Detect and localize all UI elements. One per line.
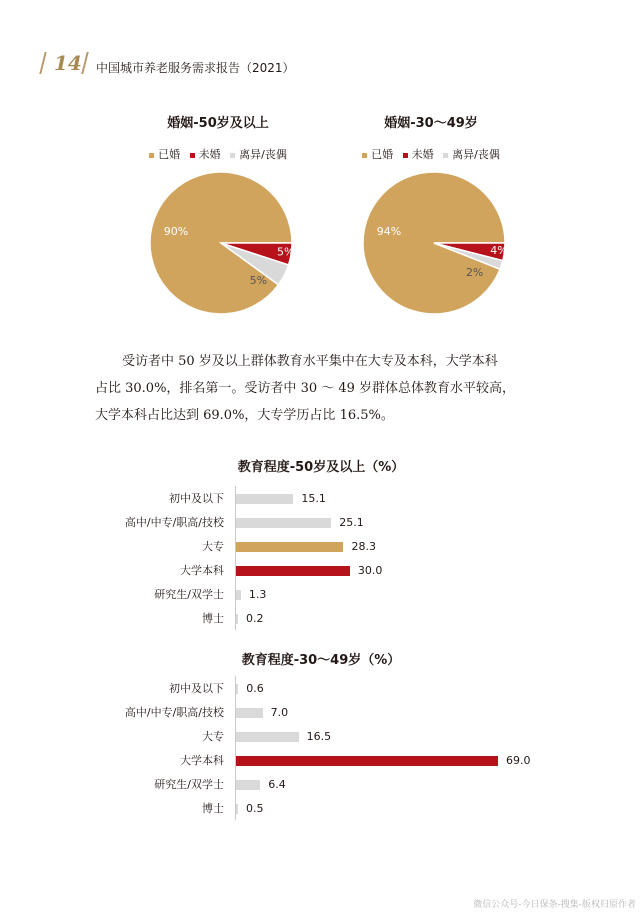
bar-value-label: 28.3 bbox=[351, 540, 376, 553]
bar-row bbox=[0, 588, 642, 602]
bar bbox=[236, 708, 263, 718]
bar-category-label: 大专 bbox=[202, 540, 224, 553]
bar-category-label: 博士 bbox=[202, 802, 224, 815]
bar-axis-line bbox=[235, 676, 236, 820]
bar-value-label: 16.5 bbox=[306, 730, 332, 743]
bar-category-label: 研究生/双学士 bbox=[154, 778, 224, 791]
bar bbox=[236, 518, 331, 528]
legend-item-divorced bbox=[230, 146, 287, 162]
legend-item-divorced bbox=[443, 146, 500, 162]
bar-row bbox=[0, 802, 642, 816]
bar bbox=[236, 732, 299, 742]
pie-svg bbox=[128, 168, 328, 318]
bar-value-label: 25.1 bbox=[339, 516, 364, 529]
bar-category-label: 初中及以下 bbox=[169, 492, 224, 505]
bar-value-label: 0.5 bbox=[246, 802, 264, 815]
pie-data-label: 2% bbox=[465, 266, 484, 280]
bar bbox=[236, 756, 498, 766]
watermark-text: 微信公众号-今日保条-搜集-版权归原作者 bbox=[473, 900, 636, 910]
bar bbox=[236, 614, 238, 624]
legend-swatch bbox=[149, 153, 154, 158]
legend-item-married bbox=[362, 146, 393, 162]
header-slash-left bbox=[39, 52, 46, 74]
bar-category-label: 初中及以下 bbox=[169, 682, 224, 695]
bar bbox=[236, 780, 260, 790]
bar-row bbox=[0, 754, 642, 768]
bar-row bbox=[0, 730, 642, 744]
legend-swatch bbox=[362, 153, 367, 158]
bar-value-label: 1.3 bbox=[248, 588, 267, 601]
document-title: 中国城市养老服务需求报告（2021） bbox=[96, 61, 295, 75]
header-slash-right bbox=[81, 52, 88, 74]
bar-value-label: 15.1 bbox=[301, 492, 326, 505]
bar-value-label: 0.2 bbox=[246, 612, 264, 625]
legend-swatch bbox=[190, 153, 195, 158]
bar bbox=[236, 542, 343, 552]
bar-row bbox=[0, 682, 642, 696]
bar bbox=[236, 684, 238, 694]
pie-legend bbox=[301, 146, 561, 162]
legend-swatch bbox=[443, 153, 448, 158]
legend-swatch bbox=[403, 153, 408, 158]
paragraph-line: 大学本科占比达到 69.0%，大专学历占比 16.5%。 bbox=[95, 408, 394, 423]
pie-data-label: 5% bbox=[249, 274, 268, 288]
bar-category-label: 大学本科 bbox=[180, 564, 224, 577]
pie-data-label: 94% bbox=[376, 225, 402, 238]
bar-row bbox=[0, 540, 642, 554]
bar-value-label: 6.4 bbox=[268, 778, 286, 791]
bar-row bbox=[0, 564, 642, 578]
bar-row bbox=[0, 778, 642, 792]
bar bbox=[236, 804, 238, 814]
legend-label: 未婚 bbox=[411, 148, 434, 161]
bar-category-label: 高中/中专/职高/技校 bbox=[124, 516, 224, 529]
bar bbox=[236, 566, 350, 576]
bar bbox=[236, 590, 241, 600]
pie-chart-marriage-30-49 bbox=[301, 106, 561, 316]
legend-item-married bbox=[149, 146, 180, 162]
paragraph-line: 受访者中 50 岁及以上群体教育水平集中在大专及本科，大学本科 bbox=[122, 354, 498, 369]
bar-row bbox=[0, 516, 642, 530]
legend-label: 离异/丧偶 bbox=[452, 148, 500, 161]
bar-row bbox=[0, 612, 642, 626]
bar-row bbox=[0, 706, 642, 720]
pie-data-label: 5% bbox=[276, 245, 295, 259]
pie-title: 婚姻-50岁及以上 bbox=[167, 116, 269, 131]
bar-value-label: 69.0 bbox=[506, 754, 531, 767]
legend-item-unmarried bbox=[403, 146, 434, 162]
bar-chart-title: 教育程度-50岁及以上（%） bbox=[237, 460, 405, 475]
bar-value-label: 0.6 bbox=[246, 682, 264, 695]
bar-axis-line bbox=[235, 486, 236, 630]
bar-category-label: 研究生/双学士 bbox=[154, 588, 224, 601]
bar bbox=[236, 494, 293, 504]
pie-svg bbox=[341, 168, 541, 318]
pie-data-label: 4% bbox=[490, 243, 508, 257]
body-paragraph bbox=[95, 348, 565, 429]
page-number: 14 bbox=[54, 51, 82, 75]
pie-title: 婚姻-30～49岁 bbox=[384, 116, 478, 131]
bar-row bbox=[0, 492, 642, 506]
legend-label: 离异/丧偶 bbox=[239, 148, 287, 161]
legend-label: 已婚 bbox=[371, 148, 394, 161]
bar-chart-title: 教育程度-30～49岁（%） bbox=[241, 653, 401, 668]
bar-category-label: 高中/中专/职高/技校 bbox=[124, 706, 224, 719]
bar-category-label: 大专 bbox=[202, 730, 224, 743]
bar-category-label: 博士 bbox=[202, 612, 224, 625]
legend-label: 已婚 bbox=[158, 148, 181, 161]
pie-data-label: 90% bbox=[163, 225, 189, 238]
bar-value-label: 7.0 bbox=[270, 706, 289, 719]
paragraph-line: 占比 30.0%，排名第一。受访者中 30 ～ 49 岁群体总体教育水平较高， bbox=[95, 381, 516, 396]
legend-label: 未婚 bbox=[198, 148, 221, 161]
bar-category-label: 大学本科 bbox=[180, 754, 224, 767]
legend-swatch bbox=[230, 153, 235, 158]
bar-value-label: 30.0 bbox=[357, 564, 383, 577]
legend-item-unmarried bbox=[190, 146, 221, 162]
